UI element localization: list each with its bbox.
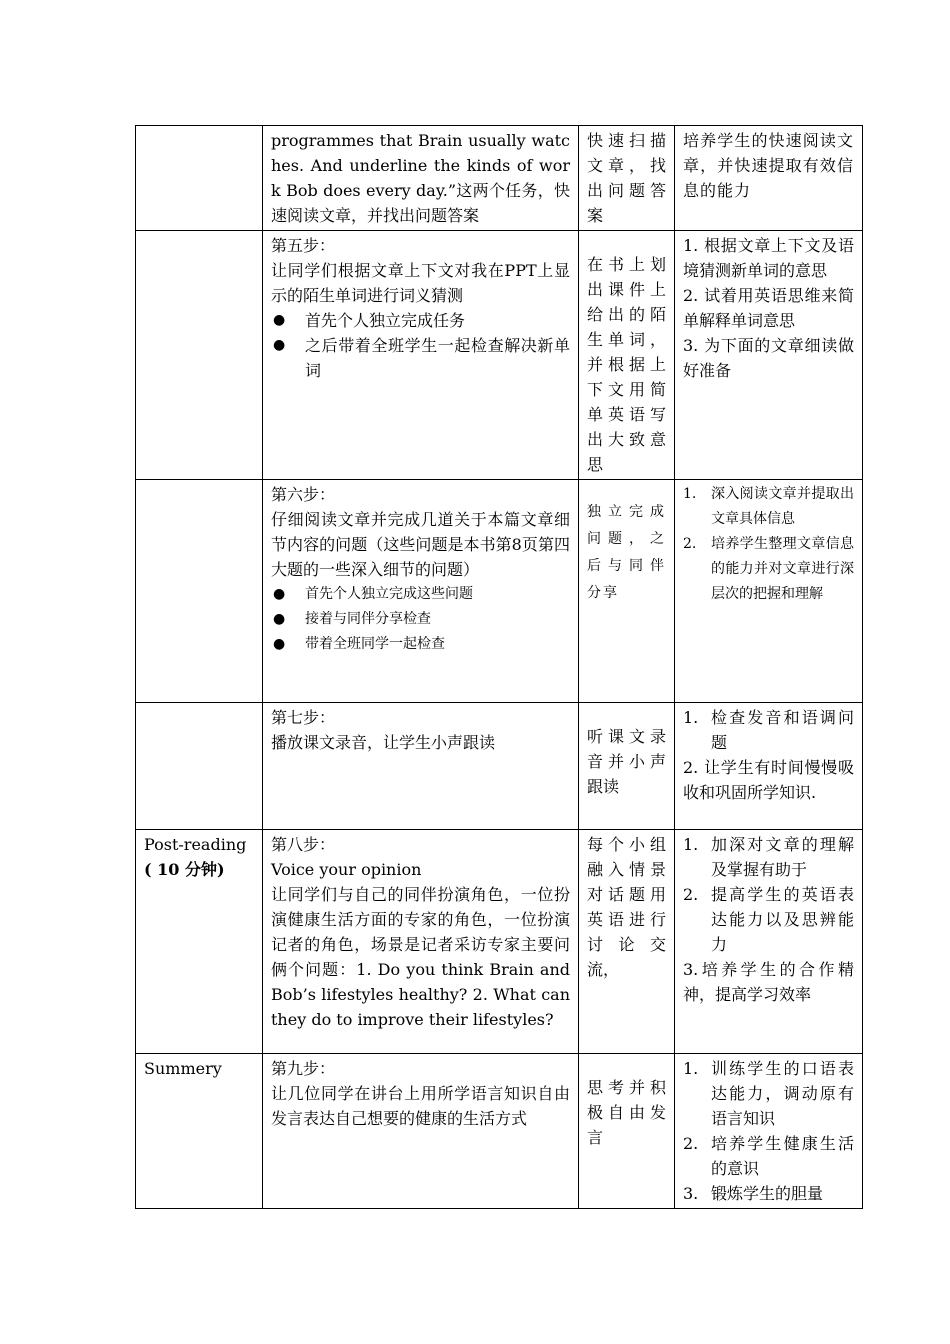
activity-cell: [263, 703, 579, 830]
list-item: ● 之后带着全班学生一起检查解决新单词: [271, 333, 570, 383]
step-title: 第七步：: [271, 708, 336, 727]
list-item: ● 首先个人独立完成任务: [271, 308, 570, 333]
stage-cell: [136, 126, 263, 231]
student-activity: 快速扫描文章，找出问题答案: [587, 131, 666, 225]
purpose-item: 2. 试着用英语思维来简单解释单词意思: [683, 286, 854, 330]
list-item: 1. 检查发音和语调问题: [683, 708, 854, 752]
student-activity: 思考并积极自由发言: [587, 1078, 666, 1147]
activity-bullets: [271, 308, 570, 383]
stage-cell: [136, 1054, 263, 1209]
student-cell: [579, 1054, 675, 1209]
activity-cell: [263, 231, 579, 480]
student-cell: [579, 480, 675, 703]
purpose-cell: [675, 480, 863, 703]
activity-cell: [263, 830, 579, 1054]
purpose-cell: [675, 231, 863, 480]
student-activity: 独立完成问题，之后与同伴分享: [587, 504, 666, 601]
purpose-text: 培养学生的快速阅读文章，并快速提取有效信息的能力: [683, 131, 854, 200]
student-activity: 每个小组融入情景对话题用英语进行讨论交流，: [587, 835, 666, 979]
step-title: 第八步：: [271, 835, 336, 854]
purpose-cell: [675, 1054, 863, 1209]
activity-bullets: [271, 582, 570, 657]
table-row: [136, 231, 863, 480]
step-title: 第五步：: [271, 236, 336, 255]
purpose-list: [683, 705, 854, 755]
list-item: 1. 训练学生的口语表达能力，调动原有语言知识: [683, 1059, 854, 1128]
student-cell: [579, 231, 675, 480]
purpose-list: [683, 1056, 854, 1206]
list-item: 3. 锻炼学生的胆量: [683, 1184, 824, 1203]
stage-duration: ( 10 分钟): [144, 860, 225, 879]
activity-subtitle: Voice your opinion: [271, 860, 422, 879]
student-cell: [579, 703, 675, 830]
table-row: [136, 126, 863, 231]
stage-cell: [136, 480, 263, 703]
activity-cell: [263, 1054, 579, 1209]
stage-cell: [136, 830, 263, 1054]
activity-text: 让同学们与自己的同伴扮演角色，一位扮演健康生活方面的专家的角色，一位扮演记者的角色，场景是记者采访专家主要问俩个问题：1. Do you think Brain and Bob’s lifestyles healthy? 2. What can they do to improve their lifestyles?: [271, 885, 570, 1029]
lesson-plan-table: [135, 125, 863, 1209]
list-item: 1. 加深对文章的理解及掌握有助于: [683, 835, 854, 879]
list-item: 2. 提高学生的英语表达能力以及思辨能力: [683, 885, 854, 954]
list-item: 1. 深入阅读文章并提取出文章具体信息: [683, 486, 854, 527]
list-item: ● 首先个人独立完成这些问题: [271, 582, 570, 607]
student-cell: [579, 830, 675, 1054]
list-item: 2. 培养学生健康生活的意识: [683, 1134, 854, 1178]
activity-text: 播放课文录音，让学生小声跟读: [271, 733, 496, 752]
list-item: ● 带着全班同学一起检查: [271, 632, 570, 657]
stage-label: Summery: [144, 1059, 222, 1078]
step-title: 第九步：: [271, 1059, 336, 1078]
student-activity: 听课文录音并小声跟读: [587, 727, 666, 796]
purpose-item: 3. 为下面的文章细读做好准备: [683, 336, 854, 380]
activity-text: 让同学们根据文章上下文对我在PPT上显示的陌生单词进行词义猜测: [271, 261, 570, 305]
student-activity: 在书上划出课件上给出的陌生单词，并根据上下文用简单英语写出大致意思: [587, 255, 666, 474]
table-row: [136, 480, 863, 703]
activity-text: 仔细阅读文章并完成几道关于本篇文章细节内容的问题（这些问题是本书第8页第四大题的一些深入细节的问题）: [271, 510, 570, 579]
table-row: [136, 830, 863, 1054]
stage-label: Post-reading: [144, 835, 247, 854]
stage-cell: [136, 231, 263, 480]
purpose-cell: [675, 703, 863, 830]
purpose-item: 3.培养学生的合作精神，提高学习效率: [683, 960, 854, 1004]
list-item: ● 接着与同伴分享检查: [271, 607, 570, 632]
table-row: [136, 1054, 863, 1209]
activity-text: programmes that Brain usually watches. And underline the kinds of work Bob does every day.”这两个任务，快速阅读文章，并找出问题答案: [271, 131, 570, 225]
step-title: 第六步：: [271, 485, 336, 504]
student-cell: [579, 126, 675, 231]
activity-cell: [263, 480, 579, 703]
stage-cell: [136, 703, 263, 830]
purpose-cell: [675, 830, 863, 1054]
purpose-list: [683, 832, 854, 957]
purpose-item: 2. 让学生有时间慢慢吸收和巩固所学知识.: [683, 758, 854, 802]
table-row: [136, 703, 863, 830]
purpose-item: 1. 根据文章上下文及语境猜测新单词的意思: [683, 236, 854, 280]
purpose-list: [683, 482, 854, 607]
purpose-cell: [675, 126, 863, 231]
activity-text: 让几位同学在讲台上用所学语言知识自由发言表达自己想要的健康的生活方式: [271, 1084, 570, 1128]
list-item: 2. 培养学生整理文章信息的能力并对文章进行深层次的把握和理解: [683, 536, 854, 602]
activity-cell: [263, 126, 579, 231]
